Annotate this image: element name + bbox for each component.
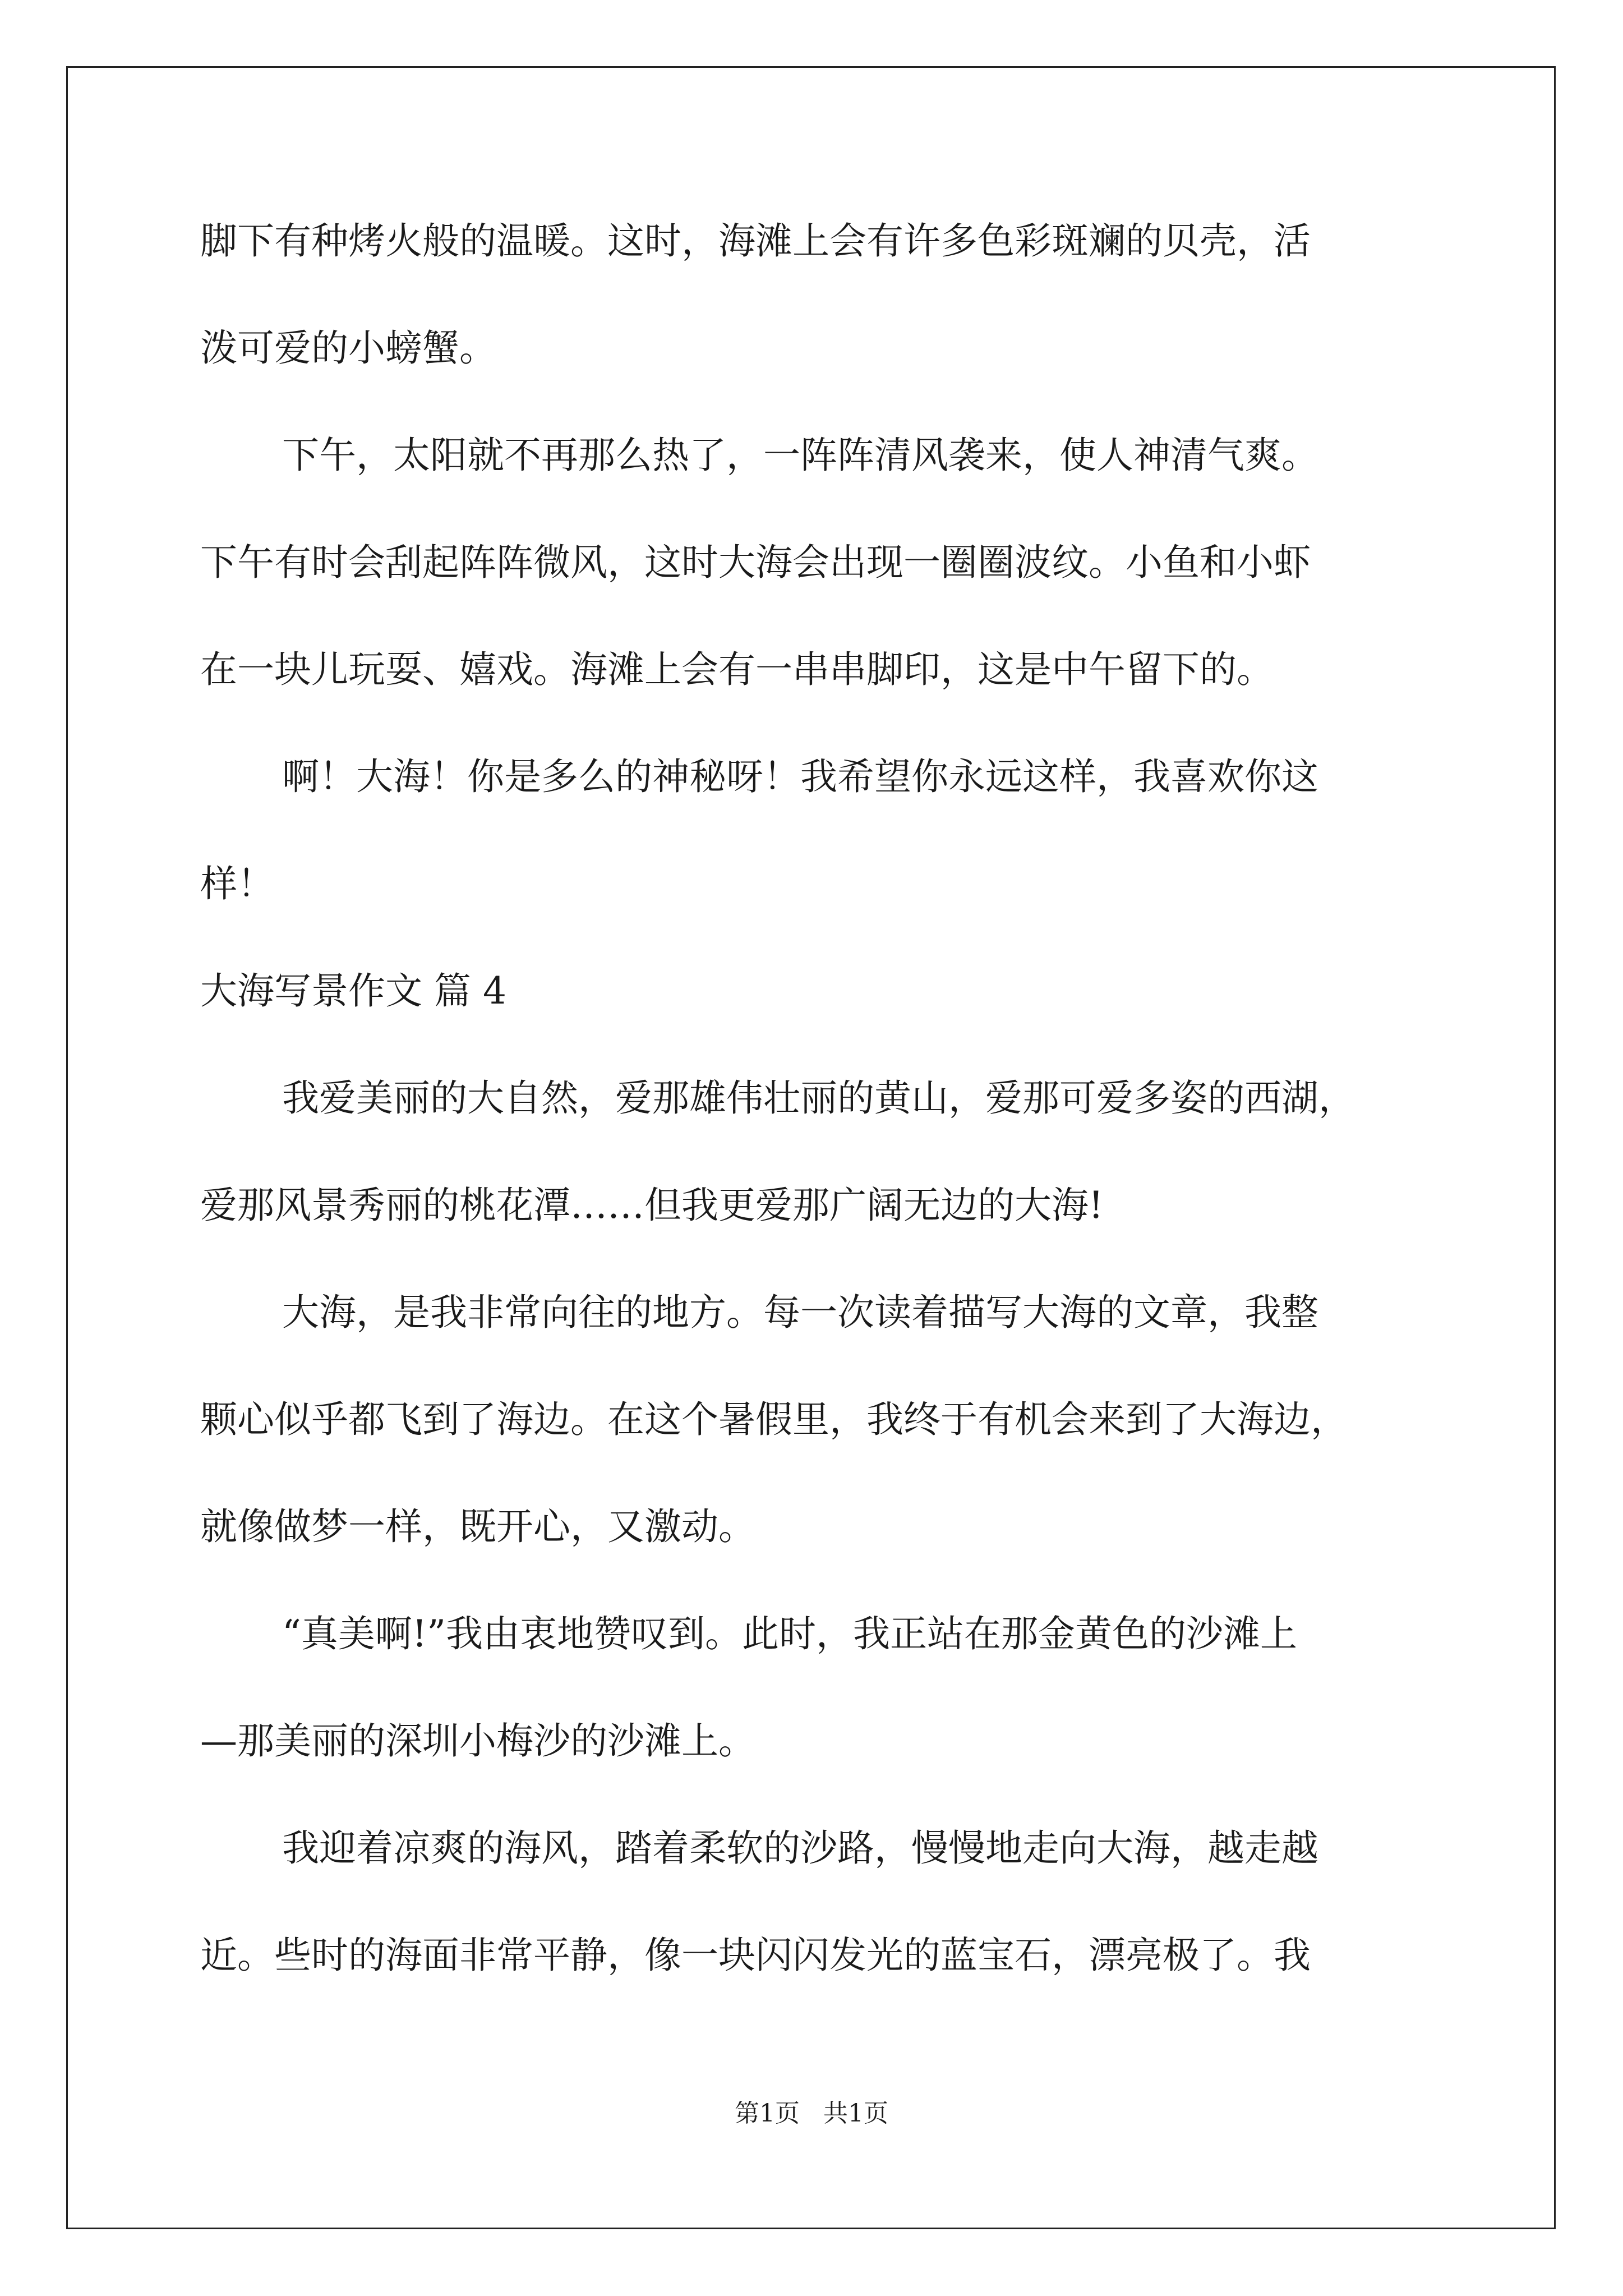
- page-footer: 第1页 共1页: [735, 2099, 888, 2128]
- paragraph: [200, 1286, 1456, 1554]
- text-line: 近。些时的海面非常平静，像一块闪闪发光的蓝宝石，漂亮极了。我: [200, 1934, 1311, 1977]
- text-line: 大海写景作文 篇 4: [200, 969, 506, 1013]
- text-line: 脚下有种烤火般的温暖。这时，海滩上会有许多色彩斑斓的贝壳，活: [200, 219, 1311, 263]
- paragraph: [200, 1821, 1456, 1982]
- text-line: 我迎着凉爽的海风，踏着柔软的沙路，慢慢地走向大海，越走越: [282, 1826, 1318, 1870]
- text-line: 就像做梦一样，既开心，又激动。: [200, 1505, 755, 1548]
- text-line: “真美啊!”我由衷地赞叹到。此时，我正站在那金黄色的沙滩上: [282, 1612, 1298, 1655]
- section-heading: [200, 964, 1456, 1018]
- text-line: 啊！大海！你是多么的神秘呀！我希望你永远这样，我喜欢你这: [282, 755, 1318, 798]
- text-line: 样！: [200, 862, 274, 905]
- text-line: 泼可爱的小螃蟹。: [200, 326, 496, 370]
- text-line: 爱那风景秀丽的桃花潭……但我更爱那广阔无边的大海!: [200, 1184, 1104, 1227]
- document-body: [200, 214, 1456, 1982]
- paragraph: [200, 1071, 1456, 1232]
- text-line: —那美丽的深圳小梅沙的沙滩上。: [200, 1719, 755, 1763]
- paragraph: [200, 1607, 1456, 1768]
- paragraph: [200, 214, 1456, 375]
- text-line: 在一块儿玩耍、嬉戏。海滩上会有一串串脚印，这是中午留下的。: [200, 648, 1274, 691]
- text-line: 下午，太阳就不再那么热了，一阵阵清风袭来，使人神清气爽。: [282, 434, 1318, 477]
- text-line: 颗心似乎都飞到了海边。在这个暑假里，我终于有机会来到了大海边，: [200, 1398, 1348, 1441]
- paragraph: [200, 429, 1456, 697]
- text-line: 下午有时会刮起阵阵微风，这时大海会出现一圈圈波纹。小鱼和小虾: [200, 541, 1311, 584]
- text-line: 我爱美丽的大自然，爱那雄伟壮丽的黄山，爱那可爱多姿的西湖，: [282, 1076, 1355, 1120]
- paragraph: [200, 750, 1456, 911]
- text-line: 大海，是我非常向往的地方。每一次读着描写大海的文章，我整: [282, 1291, 1318, 1334]
